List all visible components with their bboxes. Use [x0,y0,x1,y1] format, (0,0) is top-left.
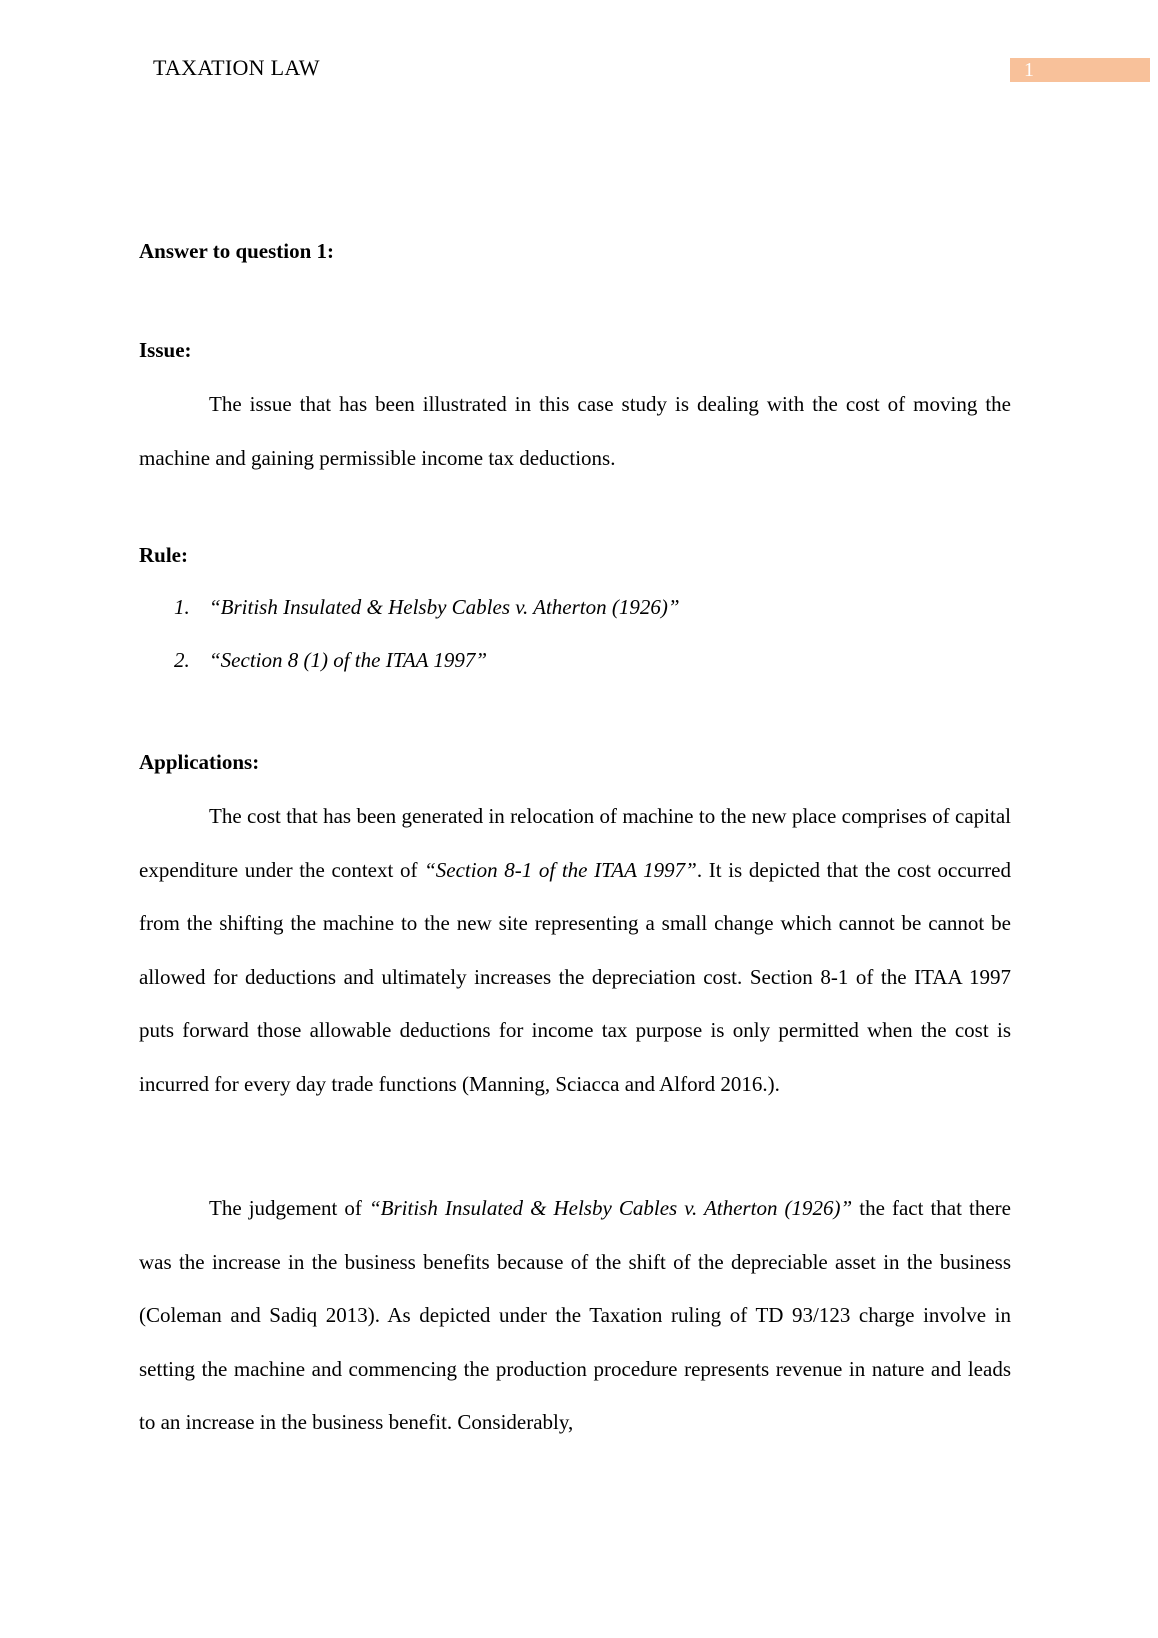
page-number-badge: 1 [1010,58,1150,82]
issue-paragraph: The issue that has been illustrated in this case study is dealing with the cost of moving the machine and gaining permissible income tax deductions. [139,392,1011,470]
statute-citation: “Section 8-1 of the ITAA 1997” [424,857,697,882]
paragraph-text: The judgement of [209,1196,369,1220]
rule-list-item [174,595,680,620]
applications-paragraph-2 [139,1182,1011,1450]
rule-item-number: 2. [174,648,190,672]
applications-paragraph-1 [139,790,1011,1111]
running-head-title: TAXATION LAW [153,55,320,80]
rule-item-number: 1. [174,595,190,619]
rule-item-text: “British Insulated & Helsby Cables v. Atherton (1926)” [209,595,680,619]
rule-list-item [174,648,487,673]
answer-heading: Answer to question 1: [139,239,335,263]
issue-heading: Issue: [139,338,192,362]
applications-heading: Applications: [139,750,260,774]
rule-item-text: “Section 8 (1) of the ITAA 1997” [209,648,488,672]
case-citation: “British Insulated & Helsby Cables v. Atherton (1926)” [368,1196,853,1220]
paragraph-text: the fact that there was the increase in the business benefits because of the shift of the depreciable asset in the business (Coleman and Sadiq 2013). As depicted under the Taxation ruling of TD 93/123 charge involve in setting the machine and commencing the production procedure represents revenue in nature and leads to an increase in the business benefit. Considerably, [139,1196,1011,1434]
rule-heading: Rule: [139,543,188,567]
paragraph-text: . It is depicted that the cost occurred from the shifting the machine to the new site representing a small change which cannot be cannot be allowed for deductions and ultimately increases the depreciation cost. Section 8-1 of the ITAA 1997 puts forward those allowable deductions for income tax purpose is only permitted when the cost is incurred for every day trade functions (Manning, Sciacca and Alford 2016.). [139,857,1011,1096]
paragraph-text: The cost that has been generated in relocation of machine to the new place comprises of capital expenditure under the context of [139,804,1011,882]
